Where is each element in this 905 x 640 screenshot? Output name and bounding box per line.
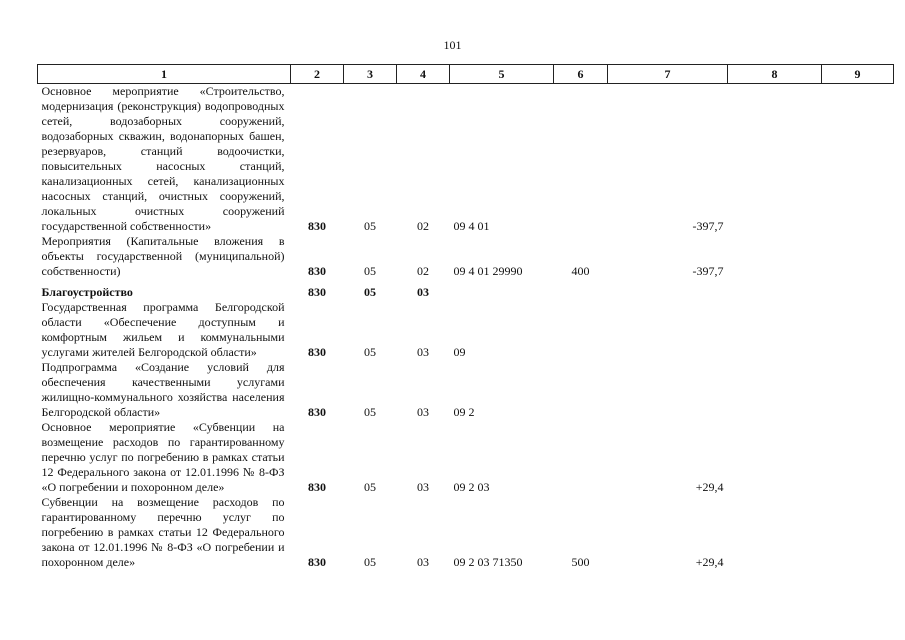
- row-col9: [822, 420, 894, 495]
- row-section: 05: [364, 285, 376, 299]
- row-subsection: 03: [417, 285, 429, 299]
- col-header-8: 8: [728, 65, 822, 84]
- col-header-2: 2: [291, 65, 344, 84]
- row-amount: -397,7: [692, 264, 724, 278]
- row-col8: [728, 279, 822, 300]
- budget-table: [37, 64, 894, 570]
- row-target-code: [450, 279, 554, 300]
- row-section: 05: [364, 264, 376, 278]
- header-row: [38, 65, 894, 84]
- row-amount: -397,7: [692, 219, 724, 233]
- row-section: 05: [364, 405, 376, 419]
- table-row: [38, 300, 894, 360]
- row-subsection: 03: [417, 555, 429, 569]
- row-expense-type: [554, 84, 608, 235]
- row-col8: [728, 420, 822, 495]
- row-col9: [822, 234, 894, 279]
- row-col9: [822, 360, 894, 420]
- row-expense-type: 400: [571, 264, 590, 278]
- row-name: Мероприятия (Капитальные вложения в объекты государственной (муниципальной) собственности): [41, 234, 285, 278]
- row-col9: [822, 300, 894, 360]
- row-name: Благоустройство: [41, 285, 133, 299]
- row-col9: [822, 279, 894, 300]
- row-col8: [728, 84, 822, 235]
- row-name: Основное мероприятие «Строительство, модернизация (реконструкция) водопроводных сетей, водозаборных сооружений, водозаборных скважин, водонапорных башен, резервуаров, станций водоочистки, повысительных насосных станций, канализационных сетей, канализационных насосных станций, очистных сооружений, локальных очистных сооружений государственной собственности»: [41, 84, 285, 233]
- row-amount: +29,4: [695, 555, 724, 569]
- page-number: 101: [443, 38, 462, 52]
- row-name: Субвенции на возмещение расходов по гарантированному перечню услуг по погребению в рамках статьи 12 Федерального закона от 12.01.1996 № 8-ФЗ «О погребении и похоронном деле»: [41, 495, 285, 569]
- row-name: Государственная программа Белгородской области «Обеспечение доступным и комфортным жильем и коммунальными услугами жителей Белгородской области»: [41, 300, 285, 359]
- row-col8: [728, 360, 822, 420]
- row-expense-type: 500: [571, 555, 590, 569]
- row-target-code: 09: [453, 345, 466, 359]
- row-section: 05: [364, 219, 376, 233]
- col-header-3: 3: [344, 65, 397, 84]
- row-code-admin: 830: [308, 219, 326, 233]
- row-target-code: 09 4 01: [453, 219, 490, 233]
- col-header-7: 7: [608, 65, 728, 84]
- row-target-code: 09 2: [453, 405, 475, 419]
- row-subsection: 02: [417, 264, 429, 278]
- row-code-admin: 830: [308, 345, 326, 359]
- col-header-1: 1: [38, 65, 291, 84]
- row-subsection: 03: [417, 480, 429, 494]
- row-section: 05: [364, 345, 376, 359]
- row-subsection: 03: [417, 345, 429, 359]
- row-expense-type: [554, 360, 608, 420]
- row-subsection: 02: [417, 219, 429, 233]
- row-target-code: 09 2 03: [453, 480, 490, 494]
- row-code-admin: 830: [308, 264, 326, 278]
- row-expense-type: [554, 300, 608, 360]
- row-subsection: 03: [417, 405, 429, 419]
- row-code-admin: 830: [308, 405, 326, 419]
- row-col8: [728, 495, 822, 570]
- table-row: [38, 234, 894, 279]
- row-target-code: 09 4 01 29990: [453, 264, 523, 278]
- row-expense-type: [554, 420, 608, 495]
- row-expense-type: [554, 279, 608, 300]
- row-col9: [822, 495, 894, 570]
- row-code-admin: 830: [308, 285, 326, 299]
- row-code-admin: 830: [308, 480, 326, 494]
- row-col8: [728, 300, 822, 360]
- table-row: [38, 279, 894, 300]
- row-code-admin: 830: [308, 555, 326, 569]
- row-section: 05: [364, 480, 376, 494]
- row-amount: [608, 279, 728, 300]
- col-header-6: 6: [554, 65, 608, 84]
- row-amount: [608, 360, 728, 420]
- table-row: [38, 84, 894, 235]
- table-row: [38, 420, 894, 495]
- row-amount: +29,4: [695, 480, 724, 494]
- row-col8: [728, 234, 822, 279]
- row-target-code: 09 2 03 71350: [453, 555, 523, 569]
- row-name: Основное мероприятие «Субвенции на возмещение расходов по гарантированному перечню услуг по погребению в рамках статьи 12 Федерального закона от 12.01.1996 № 8-ФЗ «О погребении и похоронном деле»: [41, 420, 285, 494]
- col-header-9: 9: [822, 65, 894, 84]
- row-col9: [822, 84, 894, 235]
- col-header-5: 5: [450, 65, 554, 84]
- table-row: [38, 495, 894, 570]
- row-name: Подпрограмма «Создание условий для обеспечения качественными услугами жилищно-коммунального хозяйства населения Белгородской области»: [41, 360, 285, 419]
- table-row: [38, 360, 894, 420]
- row-section: 05: [364, 555, 376, 569]
- row-amount: [608, 300, 728, 360]
- col-header-4: 4: [397, 65, 450, 84]
